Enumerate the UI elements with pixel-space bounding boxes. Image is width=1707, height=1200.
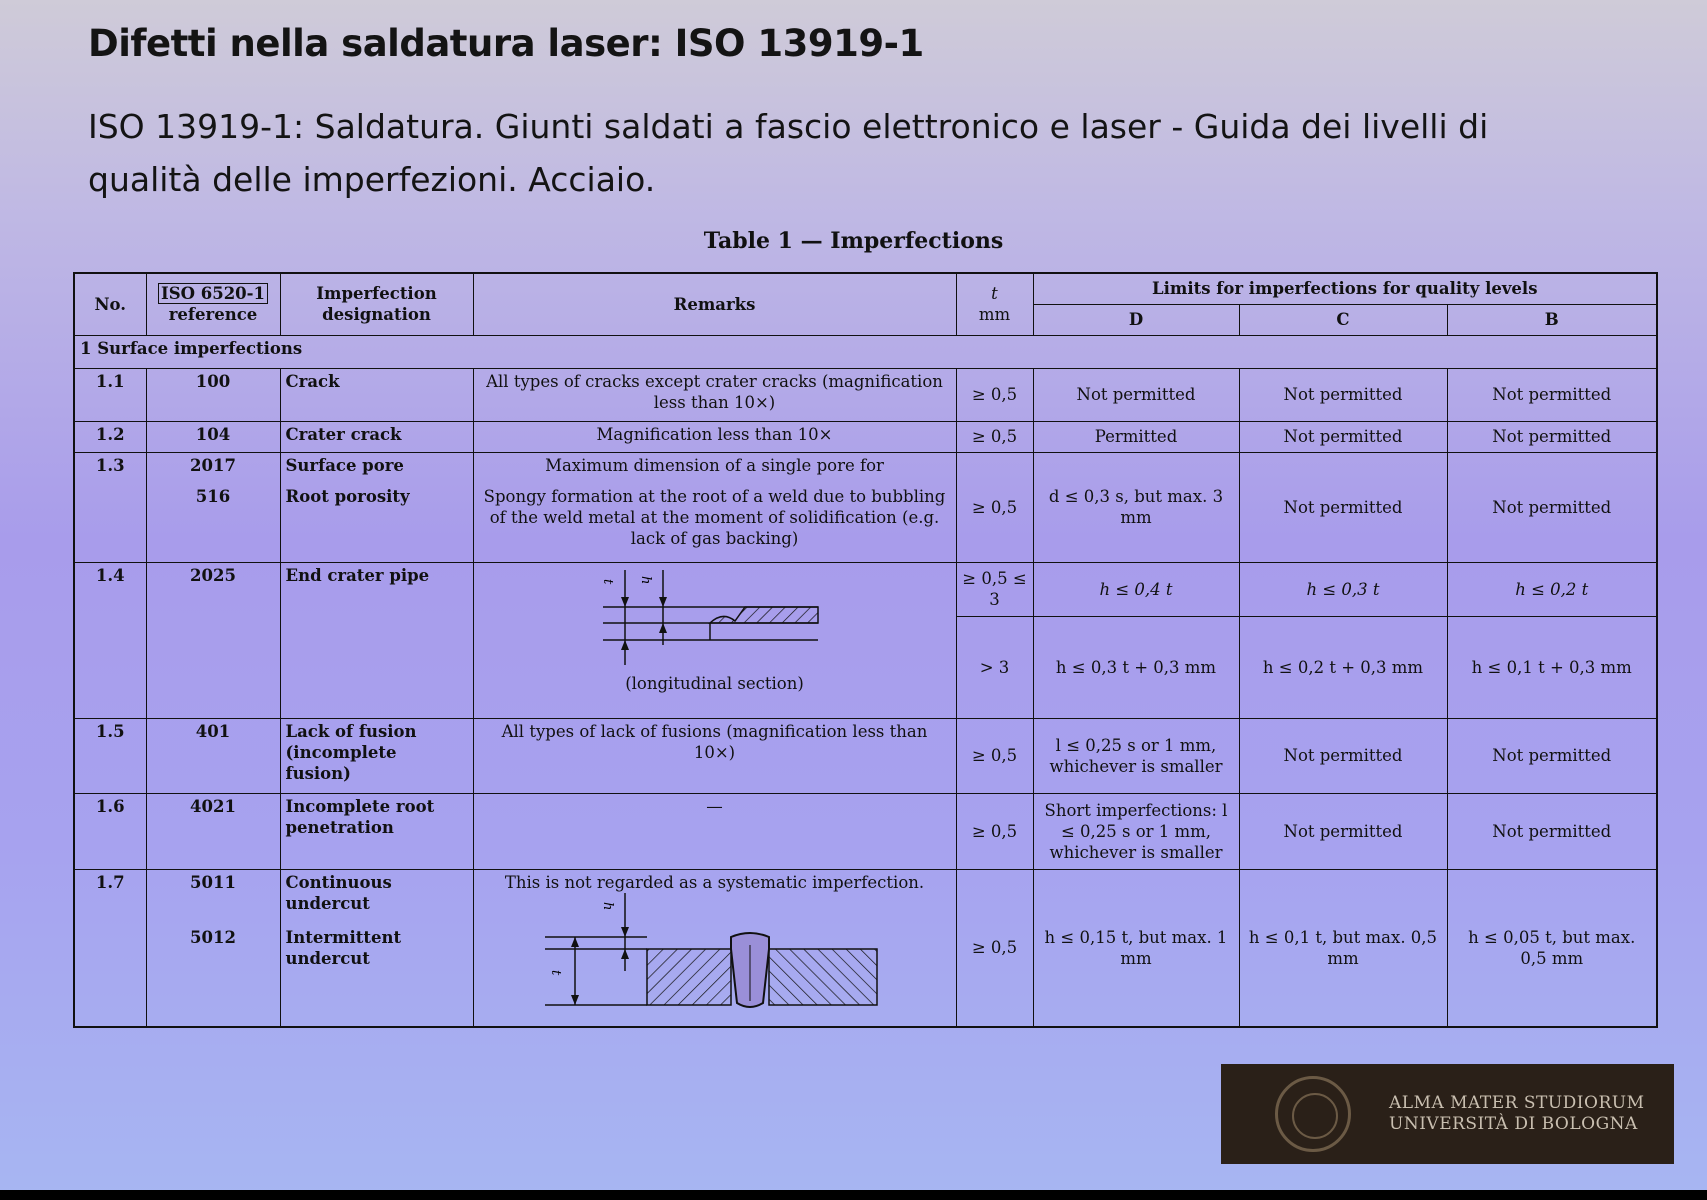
header-level-b: B	[1447, 304, 1657, 335]
row-no: 1.3	[74, 452, 146, 562]
row-remarks-caption: (longitudinal section)	[625, 673, 804, 693]
row-no: 1.2	[74, 421, 146, 452]
diagram-label-t: t	[599, 578, 615, 584]
row-remarks: All types of cracks except crater cracks (magnification less than 10×)	[473, 368, 956, 421]
row-level-d: h ≤ 0,15 t, but max. 1 mm	[1033, 869, 1239, 1027]
row-ref: 104	[146, 421, 280, 452]
row-ref: 2025	[146, 562, 280, 718]
row-level-b: Not permitted	[1447, 421, 1657, 452]
row-remarks-a: Maximum dimension of a single pore for	[545, 455, 884, 475]
row-no: 1.1	[74, 368, 146, 421]
row-t: ≥ 0,5	[956, 869, 1033, 1027]
row-level-c: Not permitted	[1239, 793, 1447, 869]
header-thickness	[956, 273, 1033, 335]
row-name: Crater crack	[280, 421, 473, 452]
header-t-unit: mm	[978, 305, 1011, 325]
row-t: ≥ 0,5	[956, 793, 1033, 869]
header-t-symbol: t	[991, 284, 998, 304]
university-logo	[1221, 1064, 1674, 1164]
row-t: ≥ 0,5	[956, 421, 1033, 452]
row-no: 1.5	[74, 718, 146, 793]
row-level-c: Not permitted	[1239, 452, 1447, 562]
row-t-a: ≥ 0,5 ≤ 3	[956, 562, 1033, 616]
row-no: 1.4	[74, 562, 146, 718]
row-level-c: h ≤ 0,1 t, but max. 0,5 mm	[1239, 869, 1447, 1027]
row-level-d-b: h ≤ 0,3 t + 0,3 mm	[1033, 616, 1239, 718]
row-level-d: l ≤ 0,25 s or 1 mm, whichever is smaller	[1033, 718, 1239, 793]
row-level-b-a: h ≤ 0,2 t	[1447, 562, 1657, 616]
row-level-b: Not permitted	[1447, 452, 1657, 562]
row-level-d: Not permitted	[1033, 368, 1239, 421]
row-level-b-b: h ≤ 0,1 t + 0,3 mm	[1447, 616, 1657, 718]
row-level-b: Not permitted	[1447, 718, 1657, 793]
diagram-label-t: t	[547, 969, 563, 975]
header-iso-reference	[146, 273, 280, 335]
header-iso-standard: ISO 6520-1	[158, 283, 268, 304]
row-name: Crack	[280, 368, 473, 421]
header-designation: Imperfection designation	[280, 273, 473, 335]
row-level-c-a: h ≤ 0,3 t	[1239, 562, 1447, 616]
row-remarks	[473, 452, 956, 562]
row-ref: 100	[146, 368, 280, 421]
row-t: ≥ 0,5	[956, 368, 1033, 421]
row-level-b: h ≤ 0,05 t, but max. 0,5 mm	[1447, 869, 1657, 1027]
diagram-label-h: h	[637, 575, 653, 584]
row-level-d: Permitted	[1033, 421, 1239, 452]
end-crater-pipe-diagram	[585, 565, 845, 673]
table-row	[74, 421, 1657, 452]
table-row	[74, 562, 1657, 616]
row-level-d: d ≤ 0,3 s, but max. 3 mm	[1033, 452, 1239, 562]
row-level-c: Not permitted	[1239, 421, 1447, 452]
section-surface-imperfections: 1 Surface imperfections	[74, 335, 1657, 368]
row-name-a: Surface pore	[285, 455, 404, 475]
row-t-b: > 3	[956, 616, 1033, 718]
logo-line-2: UNIVERSITÀ DI BOLOGNA	[1389, 1114, 1638, 1134]
header-limits: Limits for imperfections for quality levels	[1033, 273, 1657, 304]
row-t: ≥ 0,5	[956, 718, 1033, 793]
row-level-b: Not permitted	[1447, 793, 1657, 869]
row-name-a: Continuous undercut	[285, 872, 392, 913]
table-row	[74, 718, 1657, 793]
logo-text	[1389, 1093, 1645, 1135]
row-remarks-b: Spongy formation at the root of a weld due to bubbling of the weld metal at the moment of solidification (e.g. lack of gas backing)	[483, 486, 946, 548]
table-caption: Table 1 — Imperfections	[703, 228, 1004, 254]
row-name: Lack of fusion (incomplete fusion)	[280, 718, 473, 793]
row-no: 1.7	[74, 869, 146, 1027]
row-name	[280, 869, 473, 1027]
header-remarks: Remarks	[473, 273, 956, 335]
row-name-b: Intermittent undercut	[285, 927, 402, 968]
row-remarks: Magnification less than 10×	[473, 421, 956, 452]
row-level-c: Not permitted	[1239, 368, 1447, 421]
row-remarks-text: This is not regarded as a systematic imperfection.	[504, 872, 925, 892]
university-seal-icon	[1275, 1076, 1351, 1152]
row-remarks: All types of lack of fusions (magnification less than 10×)	[473, 718, 956, 793]
row-name-b: Root porosity	[285, 486, 410, 506]
header-reference: reference	[168, 305, 258, 325]
row-name: Incomplete root penetration	[280, 793, 473, 869]
screen-bottom-edge	[0, 1190, 1707, 1200]
logo-line-1: ALMA MATER STUDIORUM	[1389, 1093, 1645, 1113]
table-row	[74, 869, 1657, 1027]
row-remarks: —	[473, 793, 956, 869]
row-level-d-a: h ≤ 0,4 t	[1033, 562, 1239, 616]
table-row	[74, 793, 1657, 869]
table-row	[74, 452, 1657, 562]
row-level-d: Short imperfections: l ≤ 0,25 s or 1 mm, whichever is smaller	[1033, 793, 1239, 869]
row-ref-b: 516	[195, 486, 231, 506]
header-level-c: C	[1239, 304, 1447, 335]
row-t: ≥ 0,5	[956, 452, 1033, 562]
row-level-b: Not permitted	[1447, 368, 1657, 421]
slide-title: Difetti nella saldatura laser: ISO 13919-1	[88, 22, 924, 65]
row-name: End crater pipe	[280, 562, 473, 718]
row-no: 1.6	[74, 793, 146, 869]
table-row	[74, 368, 1657, 421]
row-ref-b: 5012	[190, 927, 236, 947]
row-ref	[146, 452, 280, 562]
header-no: No.	[74, 273, 146, 335]
row-ref-a: 2017	[190, 455, 236, 475]
row-ref: 401	[146, 718, 280, 793]
row-ref: 4021	[146, 793, 280, 869]
row-remarks	[473, 562, 956, 718]
imperfections-table	[73, 272, 1658, 1028]
row-remarks	[473, 869, 956, 1027]
row-ref-a: 5011	[190, 872, 236, 892]
undercut-diagram	[535, 893, 895, 1009]
row-name	[280, 452, 473, 562]
row-level-c-b: h ≤ 0,2 t + 0,3 mm	[1239, 616, 1447, 718]
row-ref	[146, 869, 280, 1027]
row-level-c: Not permitted	[1239, 718, 1447, 793]
slide-subtitle: ISO 13919-1: Saldatura. Giunti saldati a fascio elettronico e laser - Guida dei livelli di qualità delle imperfezioni. Acciaio.	[88, 107, 1489, 199]
header-level-d: D	[1033, 304, 1239, 335]
diagram-label-h: h	[599, 901, 615, 910]
